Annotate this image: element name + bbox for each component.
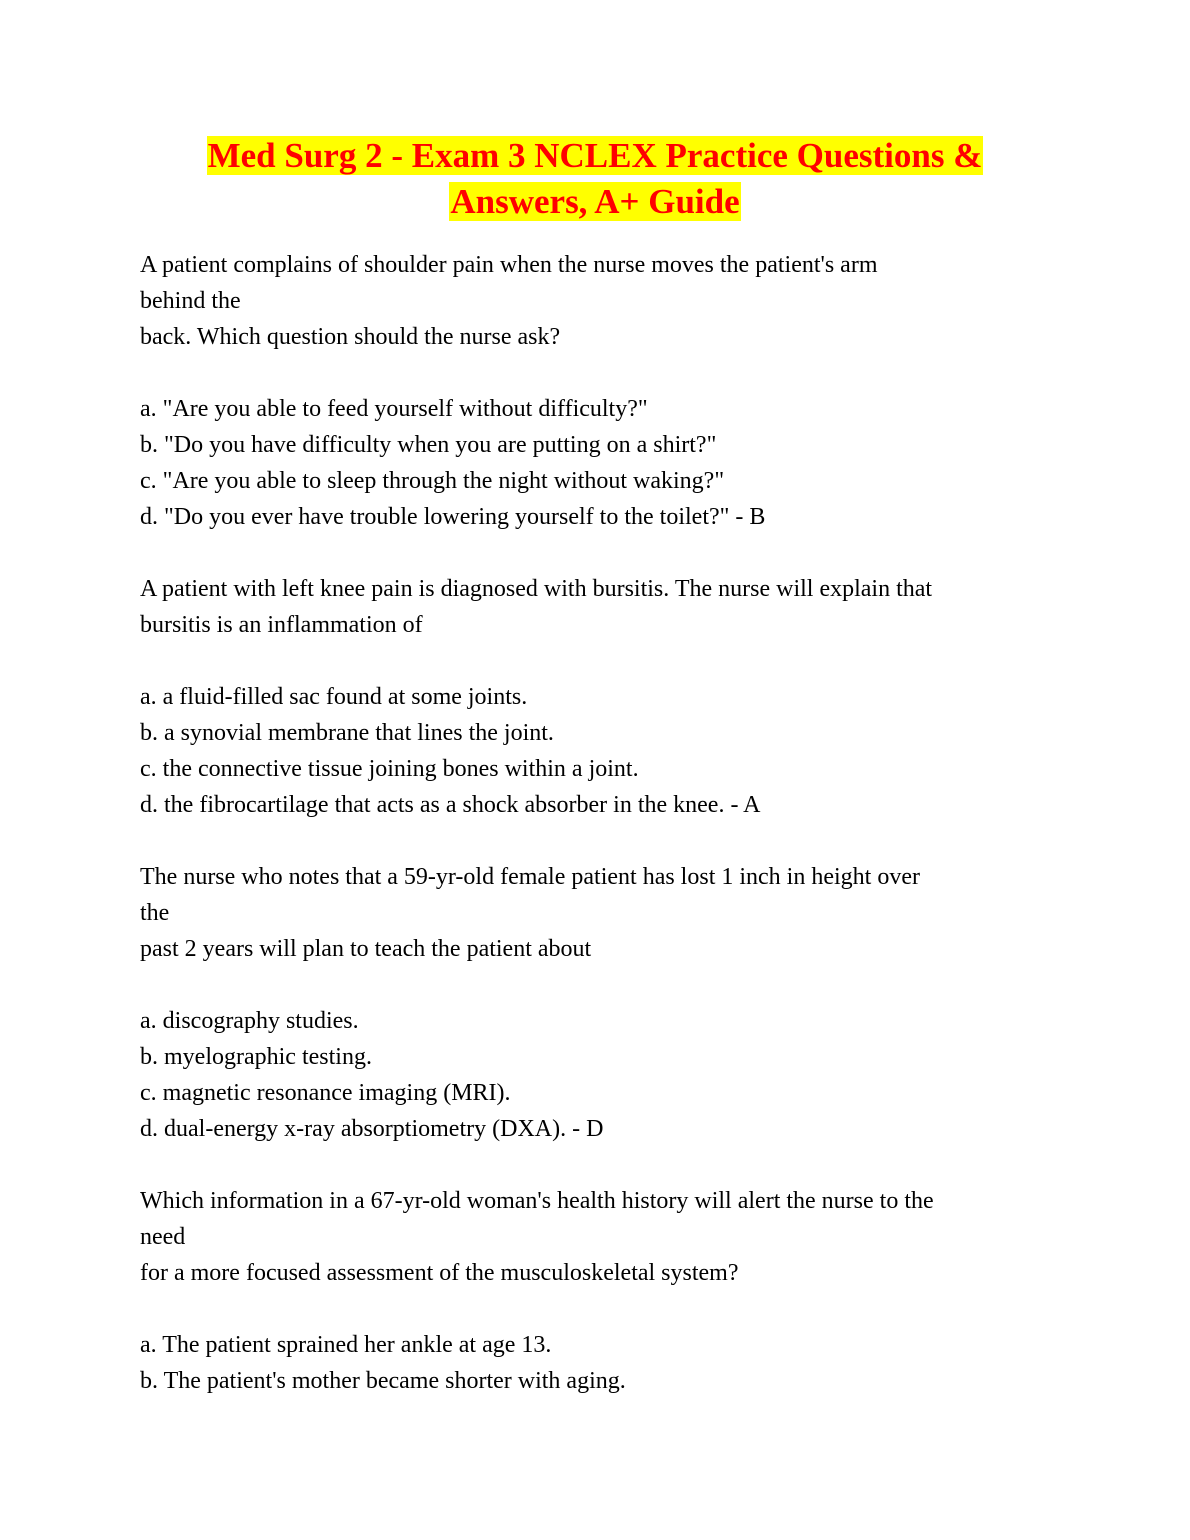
question-stem-line: need (140, 1224, 186, 1250)
answer-option: c. magnetic resonance imaging (MRI). (140, 1080, 511, 1106)
question-block (140, 571, 1070, 823)
title-line-1: Med Surg 2 - Exam 3 NCLEX Practice Questions & (207, 136, 983, 175)
question-stem-line: behind the (140, 288, 241, 314)
answer-option: d. the fibrocartilage that acts as a shock absorber in the knee. - A (140, 792, 761, 818)
title-line-2: Answers, A+ Guide (450, 182, 740, 221)
document-title (140, 133, 1050, 225)
question-stem-line: back. Which question should the nurse ask? (140, 324, 561, 350)
answer-option: c. the connective tissue joining bones within a joint. (140, 756, 639, 782)
answer-option: b. myelographic testing. (140, 1044, 372, 1070)
question-block (140, 1183, 1070, 1399)
question-stem-line: A patient with left knee pain is diagnosed with bursitis. The nurse will explain that (140, 576, 933, 602)
answer-option: d. "Do you ever have trouble lowering yourself to the toilet?" - B (140, 504, 766, 530)
question-stem-line: bursitis is an inflammation of (140, 612, 423, 638)
question-stem-line: A patient complains of shoulder pain when the nurse moves the patient's arm (140, 252, 878, 278)
answer-option: b. a synovial membrane that lines the joint. (140, 720, 554, 746)
answer-option: c. "Are you able to sleep through the night without waking?" (140, 468, 725, 494)
answer-option: b. The patient's mother became shorter with aging. (140, 1368, 626, 1394)
question-stem-line: the (140, 900, 170, 926)
question-stem-line: for a more focused assessment of the musculoskeletal system? (140, 1260, 739, 1286)
answer-option: a. a fluid-filled sac found at some joints. (140, 684, 528, 710)
question-block (140, 859, 1070, 1147)
answer-option: a. "Are you able to feed yourself without difficulty?" (140, 396, 648, 422)
question-stem-line: past 2 years will plan to teach the patient about (140, 936, 592, 962)
answer-option: a. The patient sprained her ankle at age 13. (140, 1332, 552, 1358)
answer-option: a. discography studies. (140, 1008, 359, 1034)
document-body (140, 247, 1070, 1399)
question-block (140, 247, 1070, 535)
answer-option: d. dual-energy x-ray absorptiometry (DXA). - D (140, 1116, 604, 1142)
answer-option: b. "Do you have difficulty when you are putting on a shirt?" (140, 432, 717, 458)
question-stem-line: Which information in a 67-yr-old woman's health history will alert the nurse to the (140, 1188, 934, 1214)
question-stem-line: The nurse who notes that a 59-yr-old female patient has lost 1 inch in height over (140, 864, 920, 890)
